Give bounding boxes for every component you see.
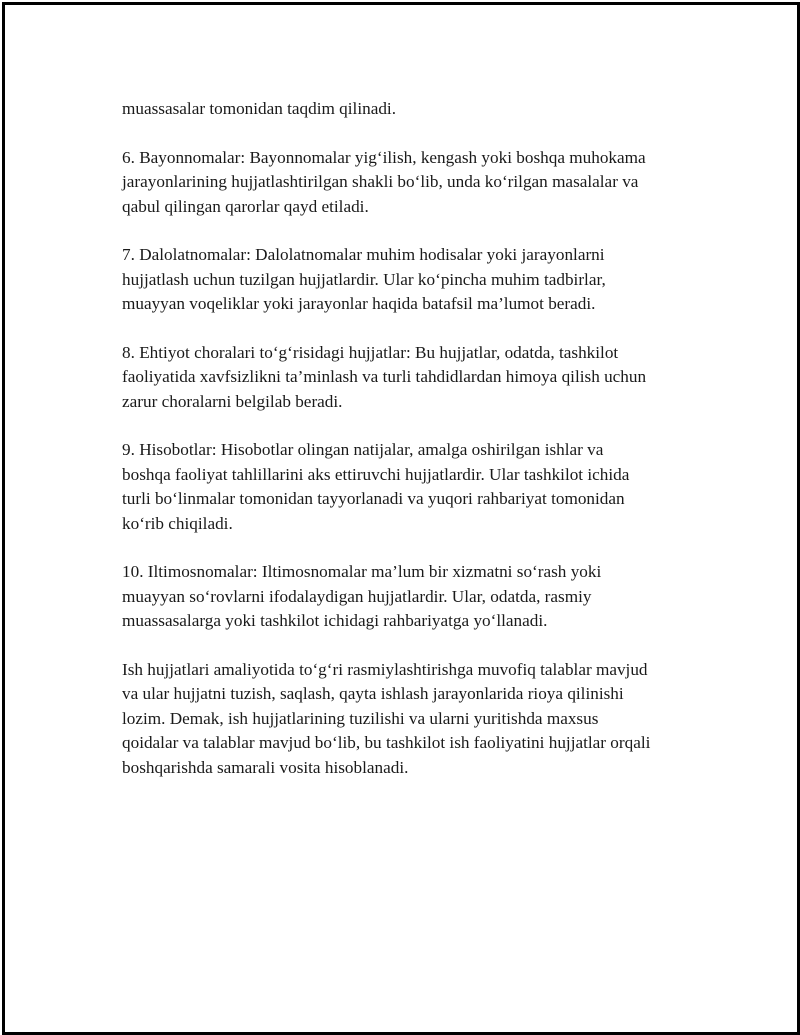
text-line: qabul qilingan qarorlar qayd etiladi. xyxy=(122,196,369,216)
page-frame xyxy=(2,2,800,1035)
paragraph-item-6-bayonnomalar xyxy=(122,146,702,219)
paragraph-item-10-iltimosnomalar xyxy=(122,560,702,633)
text-line: muayyan so‘rovlarni ifodalaydigan hujjatlardir. Ular, odatda, rasmiy xyxy=(122,586,592,606)
text-line: muassasalar tomonidan taqdim qilinadi. xyxy=(122,99,396,118)
text-line: ko‘rib chiqiladi. xyxy=(122,513,233,533)
text-line: Ish hujjatlari amaliyotida to‘g‘ri rasmiylashtirishga muvofiq talablar mavjud xyxy=(122,659,648,679)
text-line: va ular hujjatni tuzish, saqlash, qayta ishlash jarayonlarida rioya qilinishi xyxy=(122,684,624,704)
text-line: boshqa faoliyat tahlillarini aks ettiruvchi hujjatlardir. Ular tashkilot ichida xyxy=(122,464,630,484)
text-line: 6. Bayonnomalar: Bayonnomalar yig‘ilish, kengash yoki boshqa muhokama xyxy=(122,147,646,167)
paragraph-conclusion xyxy=(122,658,702,780)
text-line: 10. Iltimosnomalar: Iltimosnomalar ma’lum bir xizmatni so‘rash yoki xyxy=(122,562,602,582)
paragraph-item-7-dalolatnomalar xyxy=(122,243,702,316)
text-line: hujjatlash uchun tuzilgan hujjatlardir. Ular ko‘pincha muhim tadbirlar, xyxy=(122,269,606,289)
text-line: 8. Ehtiyot choralari to‘g‘risidagi hujjatlar: Bu hujjatlar, odatda, tashkilot xyxy=(122,342,619,362)
text-line: qoidalar va talablar mavjud bo‘lib, bu tashkilot ish faoliyatini hujjatlar orqali xyxy=(122,733,651,753)
text-line: zarur choralarni belgilab beradi. xyxy=(122,391,343,411)
text-line: muassasalarga yoki tashkilot ichidagi rahbariyatga yo‘llanadi. xyxy=(122,611,548,631)
text-line: jarayonlarining hujjatlashtirilgan shakli bo‘lib, unda ko‘rilgan masalalar va xyxy=(122,172,639,192)
text-line: faoliyatida xavfsizlikni ta’minlash va turli tahdidlardan himoya qilish uchun xyxy=(122,367,647,387)
paragraph-item-9-hisobotlar xyxy=(122,438,702,536)
text-line: lozim. Demak, ish hujjatlarining tuzilishi va ularni yuritishda maxsus xyxy=(122,708,599,728)
text-line: boshqarishda samarali vosita hisoblanadi. xyxy=(122,757,409,777)
paragraph-item-8-ehtiyot-choralari xyxy=(122,341,702,414)
text-line: turli bo‘linmalar tomonidan tayyorlanadi va yuqori rahbariyat tomonidan xyxy=(122,489,625,509)
text-line: 9. Hisobotlar: Hisobotlar olingan natijalar, amalga oshirilgan ishlar va xyxy=(122,440,604,460)
document-body xyxy=(122,97,702,780)
text-line: 7. Dalolatnomalar: Dalolatnomalar muhim hodisalar yoki jarayonlarni xyxy=(122,245,605,265)
text-line: muayyan voqeliklar yoki jarayonlar haqida batafsil ma’lumot beradi. xyxy=(122,294,596,314)
paragraph-intro-continuation xyxy=(122,97,702,121)
